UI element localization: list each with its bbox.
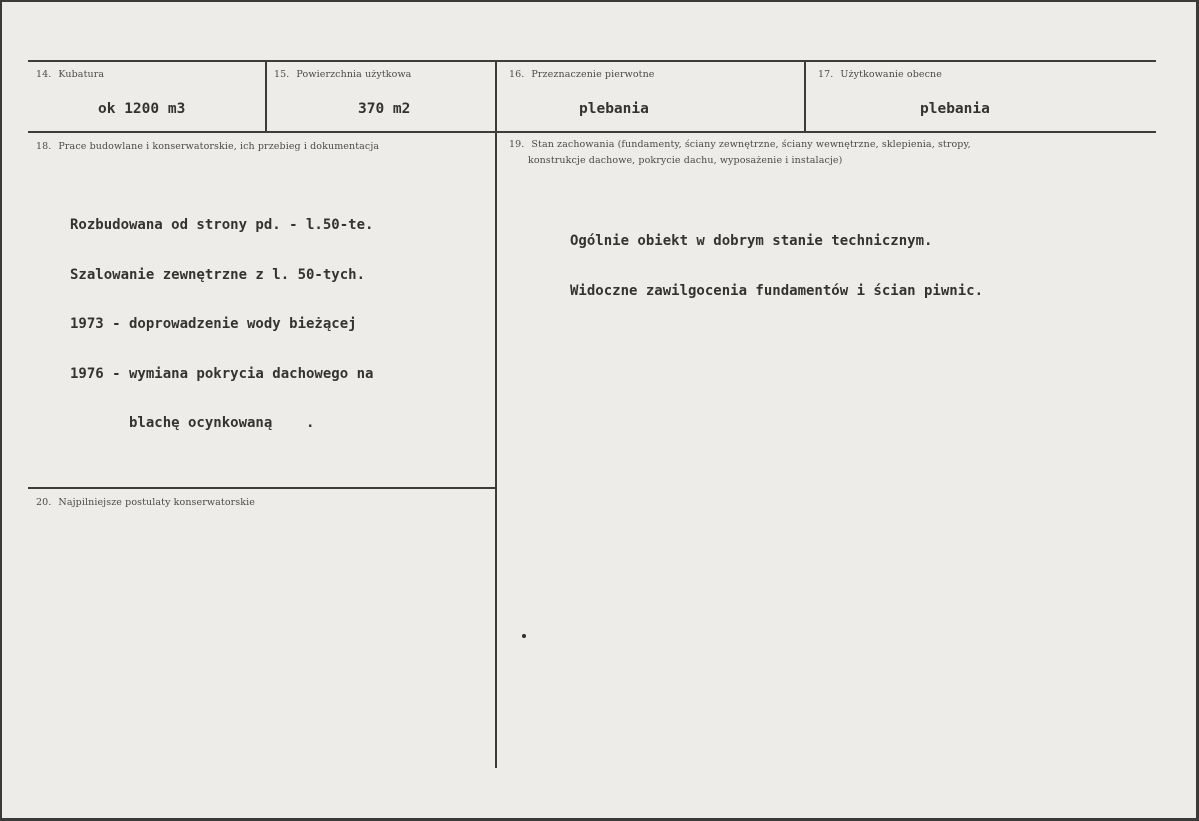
top-rule bbox=[28, 60, 1156, 62]
section-18-20-divider bbox=[28, 487, 496, 489]
field-19-text bbox=[570, 200, 983, 332]
record-card bbox=[2, 2, 1196, 818]
field-19-line: Widoczne zawilgocenia fundamentów i ścian piwnic. bbox=[570, 282, 984, 299]
field-18-line: blachę ocynkowaną . bbox=[70, 415, 315, 431]
divider-14-15 bbox=[265, 61, 267, 133]
field-15-value: 370 m2 bbox=[358, 101, 411, 117]
divider-16-17 bbox=[804, 61, 806, 133]
field-18-line: Rozbudowana od strony pd. - l.50-te. bbox=[70, 217, 374, 233]
field-14-label: 14. Kubatura bbox=[36, 69, 105, 80]
field-17-value: plebania bbox=[920, 101, 990, 117]
field-19-line: Ogólnie obiekt w dobrym stanie technicznym. bbox=[570, 233, 933, 249]
divider-15-16 bbox=[495, 61, 497, 768]
field-19-label-continued: konstrukcje dachowe, pokrycie dachu, wyposażenie i instalacje) bbox=[528, 155, 843, 166]
header-row-divider bbox=[28, 131, 1156, 133]
field-20-label: 20. Najpilniejsze postulaty konserwatorskie bbox=[36, 497, 255, 508]
field-19-label: 19. Stan zachowania (fundamenty, ściany zewnętrzne, ściany wewnętrzne, sklepienia, stropy, bbox=[509, 139, 971, 150]
field-17-label: 17. Użytkowanie obecne bbox=[818, 69, 942, 80]
field-18-line: Szalowanie zewnętrzne z l. 50-tych. bbox=[70, 266, 366, 283]
field-15-label: 15. Powierzchnia użytkowa bbox=[274, 69, 412, 80]
ink-speck bbox=[522, 634, 526, 638]
field-16-label: 16. Przeznaczenie pierwotne bbox=[509, 69, 655, 80]
field-14-value: ok 1200 m3 bbox=[98, 101, 186, 117]
field-18-line: 1973 - doprowadzenie wody bieżącej bbox=[70, 316, 357, 332]
field-18-line: 1976 - wymiana pokrycia dachowego na bbox=[70, 365, 374, 382]
field-18-label: 18. Prace budowlane i konserwatorskie, ich przebieg i dokumentacja bbox=[36, 141, 380, 152]
field-16-value: plebania bbox=[579, 101, 649, 117]
field-18-text bbox=[70, 184, 373, 465]
